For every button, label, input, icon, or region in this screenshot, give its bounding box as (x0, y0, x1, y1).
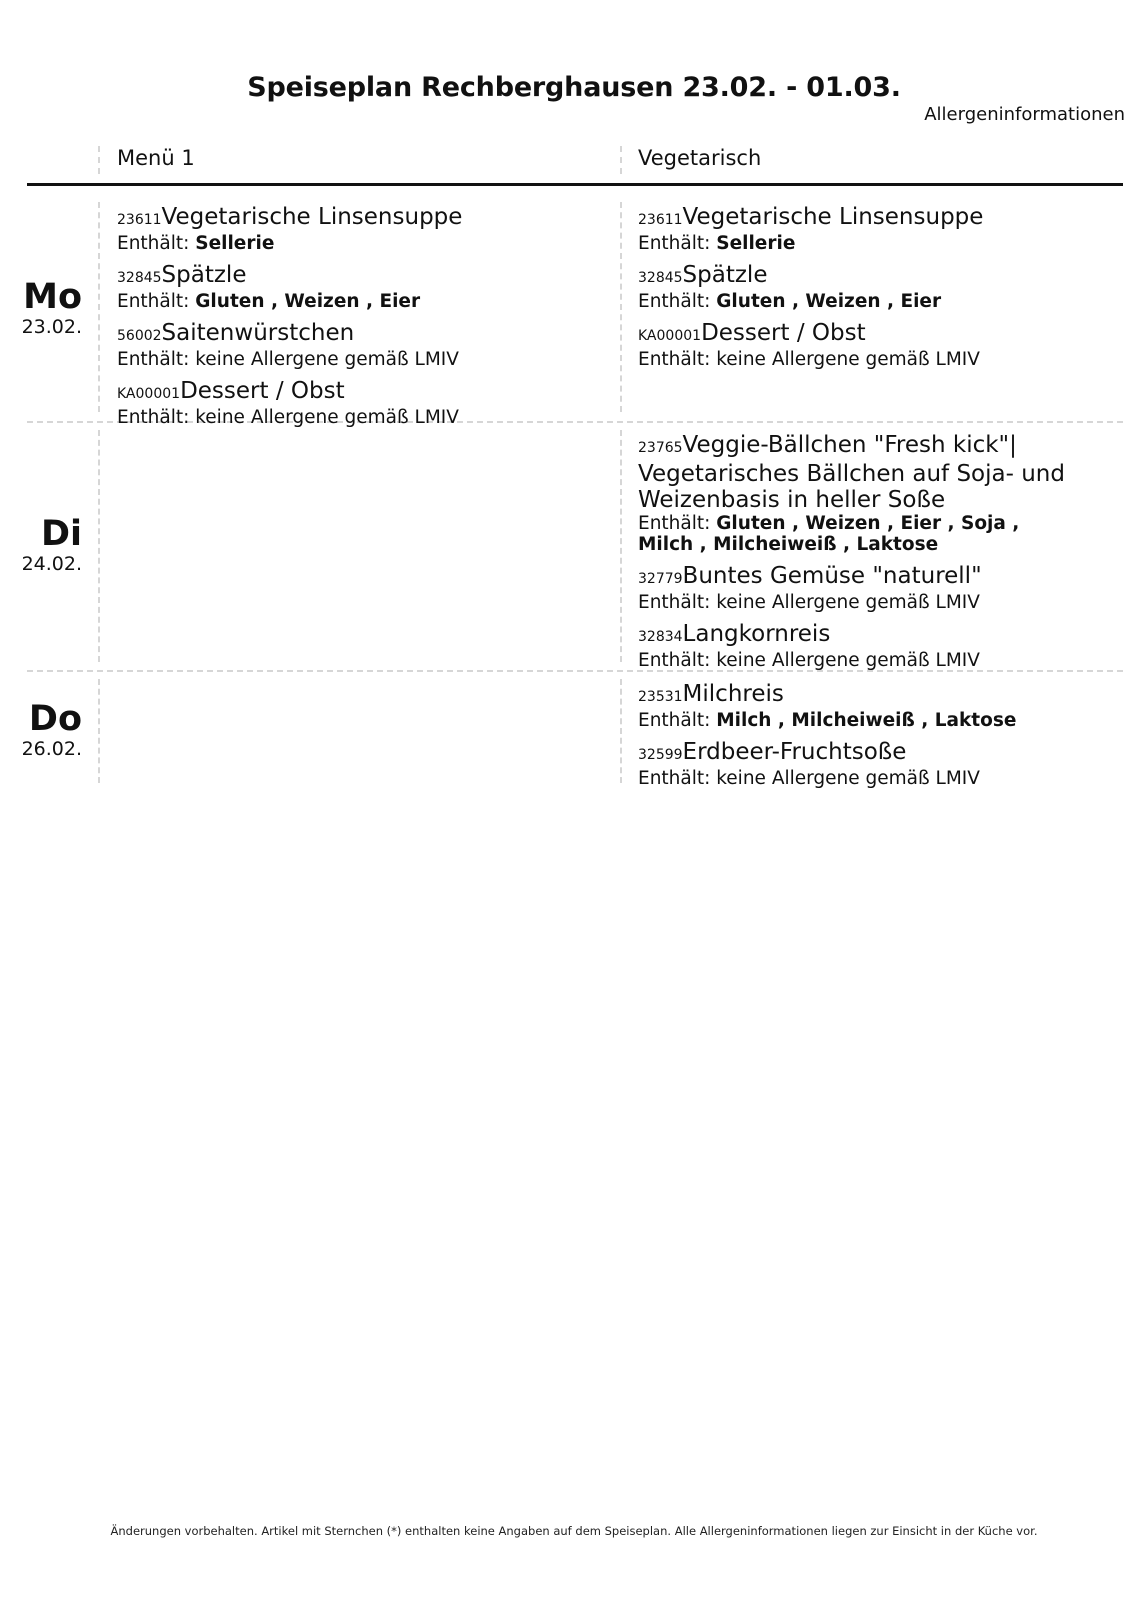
allergen-line (638, 650, 1078, 671)
allergen-line (638, 349, 1078, 370)
allergen-list: Sellerie (195, 233, 275, 254)
allergen-list: Gluten , Weizen , Eier , Soja , Milch , Milcheiweiß , Laktose (638, 513, 1020, 555)
dish-title: Saitenwürstchen (161, 320, 355, 346)
dish-title: Vegetarische Linsensuppe (161, 204, 463, 230)
menu-cell (638, 681, 1078, 797)
allergen-prefix: Enthält: (117, 233, 190, 254)
allergen-line (117, 233, 557, 254)
allergen-prefix: Enthält: (638, 233, 711, 254)
menu-cell (638, 204, 1078, 378)
allergen-list: Milch , Milcheiweiß , Laktose (716, 710, 1017, 731)
dish-item (638, 563, 1078, 613)
dish-item (638, 621, 1078, 671)
dish-heading (638, 432, 1078, 513)
dish-code: 32834 (638, 629, 683, 645)
column-divider-header-left (98, 146, 100, 174)
day-date: 23.02. (21, 316, 82, 338)
allergen-line (638, 768, 1078, 789)
column-header-menu1: Menü 1 (117, 146, 195, 170)
allergen-line (638, 710, 1078, 731)
dish-heading (117, 204, 557, 233)
allergen-list: keine Allergene gemäß LMIV (195, 407, 459, 428)
header-rule (27, 183, 1123, 186)
allergen-list: Sellerie (716, 233, 796, 254)
page-title: Speiseplan Rechberghausen 23.02. - 01.03. (247, 72, 901, 103)
allergen-prefix: Enthält: (638, 710, 711, 731)
dish-code: 23531 (638, 689, 683, 705)
allergen-line (638, 592, 1078, 613)
allergen-prefix: Enthält: (117, 407, 190, 428)
allergen-prefix: Enthält: (638, 349, 711, 370)
allergen-prefix: Enthält: (638, 650, 711, 671)
menu-cell (638, 432, 1078, 679)
dish-code: KA00001 (117, 386, 181, 402)
column-divider (620, 679, 622, 783)
allergen-prefix: Enthält: (117, 349, 190, 370)
menu-cell (117, 204, 557, 436)
column-divider (620, 430, 622, 662)
day-name: Di (40, 514, 82, 554)
column-divider (620, 202, 622, 412)
dish-item (638, 262, 1078, 312)
dish-heading (638, 262, 1078, 291)
day-label-do (0, 700, 82, 760)
dish-code: 23611 (117, 212, 162, 228)
allergen-prefix: Enthält: (117, 291, 190, 312)
day-label-di (0, 515, 82, 575)
dish-heading (638, 320, 1078, 349)
dish-item (117, 262, 557, 312)
day-name: Do (28, 699, 82, 739)
allergen-list: Gluten , Weizen , Eier (716, 291, 942, 312)
dish-title: Veggie-Bällchen "Fresh kick"| Vegetarisches Bällchen auf Soja- und Weizenbasis in heller Soße (638, 432, 1065, 513)
allergen-list: keine Allergene gemäß LMIV (716, 349, 980, 370)
allergen-line (117, 291, 557, 312)
allergen-line (638, 233, 1078, 254)
dish-title: Spätzle (682, 262, 768, 288)
column-divider-header-right (620, 146, 622, 174)
dish-item (638, 681, 1078, 731)
allergen-list: keine Allergene gemäß LMIV (716, 650, 980, 671)
dish-item (638, 432, 1078, 555)
dish-item (638, 204, 1078, 254)
dish-heading (638, 621, 1078, 650)
dish-title: Erdbeer-Fruchtsoße (682, 739, 907, 765)
dish-title: Vegetarische Linsensuppe (682, 204, 984, 230)
allergen-list: keine Allergene gemäß LMIV (195, 349, 459, 370)
footer-note: Änderungen vorbehalten. Artikel mit Sternchen (*) enthalten keine Angaben auf dem Speiseplan. Alle Allergeninformationen liegen zur Einsicht in der Küche vor. (110, 1524, 1038, 1538)
allergen-line (117, 407, 557, 428)
dish-code: 32845 (638, 270, 683, 286)
allergen-info-link[interactable]: Allergeninformationen (924, 104, 1125, 125)
dish-code: 32599 (638, 747, 683, 763)
dish-heading (638, 563, 1078, 592)
allergen-prefix: Enthält: (638, 513, 711, 534)
day-date: 24.02. (21, 553, 82, 575)
dish-heading (117, 320, 557, 349)
column-divider (98, 679, 100, 783)
dish-title: Dessert / Obst (701, 320, 866, 346)
dish-title: Dessert / Obst (180, 378, 345, 404)
column-divider (98, 430, 100, 662)
dish-heading (638, 681, 1078, 710)
day-name: Mo (23, 277, 82, 317)
dish-code: 23765 (638, 440, 683, 456)
day-label-mo (0, 278, 82, 338)
allergen-list: Gluten , Weizen , Eier (195, 291, 421, 312)
allergen-line (117, 349, 557, 370)
column-divider (98, 202, 100, 412)
dish-code: 32845 (117, 270, 162, 286)
dish-title: Buntes Gemüse "naturell" (682, 563, 982, 589)
allergen-list: keine Allergene gemäß LMIV (716, 592, 980, 613)
allergen-line (638, 291, 1078, 312)
dish-code: KA00001 (638, 328, 702, 344)
allergen-prefix: Enthält: (638, 768, 711, 789)
dish-item (638, 739, 1078, 789)
allergen-prefix: Enthält: (638, 592, 711, 613)
dish-heading (638, 204, 1078, 233)
dish-code: 32779 (638, 571, 683, 587)
dish-title: Langkornreis (682, 621, 831, 647)
dish-code: 23611 (638, 212, 683, 228)
column-header-vegetarisch: Vegetarisch (638, 146, 762, 170)
allergen-prefix: Enthält: (638, 291, 711, 312)
dish-heading (117, 262, 557, 291)
allergen-list: keine Allergene gemäß LMIV (716, 768, 980, 789)
dish-heading (117, 378, 557, 407)
dish-item (117, 204, 557, 254)
allergen-line (638, 513, 1078, 555)
dish-item (117, 378, 557, 428)
dish-heading (638, 739, 1078, 768)
day-date: 26.02. (21, 738, 82, 760)
dish-item (117, 320, 557, 370)
dish-title: Milchreis (682, 681, 784, 707)
dish-title: Spätzle (161, 262, 247, 288)
dish-item (638, 320, 1078, 370)
dish-code: 56002 (117, 328, 162, 344)
